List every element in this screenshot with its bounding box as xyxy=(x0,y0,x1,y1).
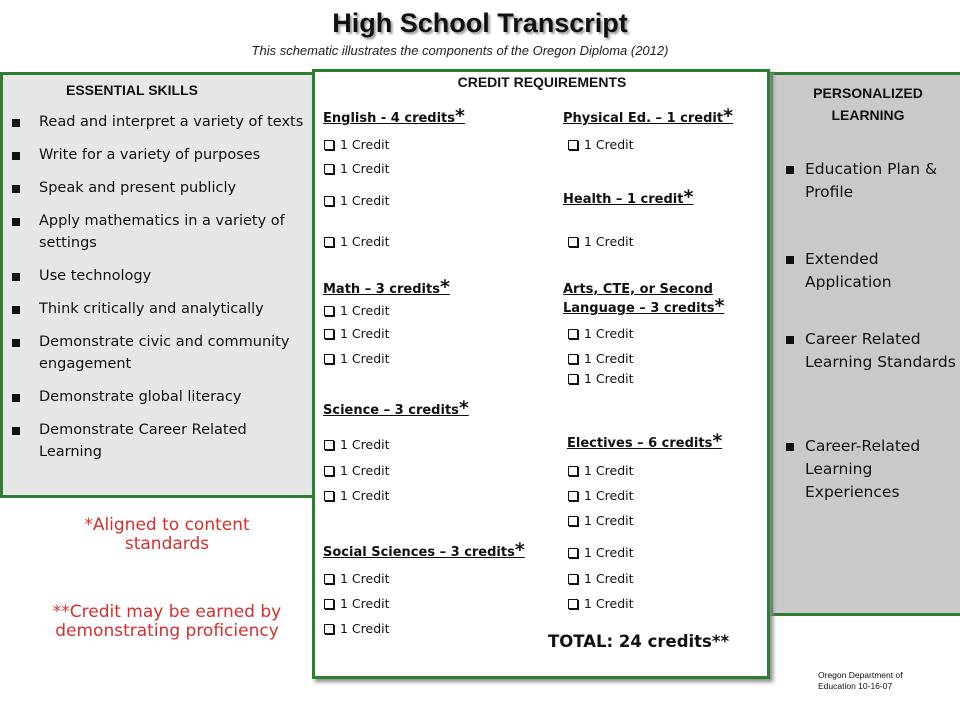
checkbox-icon xyxy=(324,440,334,450)
bullet-square-icon xyxy=(786,336,794,344)
skill-item: Think critically and analytically xyxy=(3,298,308,320)
checkbox-icon xyxy=(568,491,578,501)
skill-item: Apply mathematics in a variety of settings xyxy=(3,210,308,254)
checkbox-icon xyxy=(568,329,578,339)
page-title: High School Transcript xyxy=(332,8,628,38)
skill-item: Write for a variety of purposes xyxy=(3,144,308,166)
credit-checkbox[interactable]: 1 Credit xyxy=(568,545,634,560)
pl-item: Education Plan & Profile xyxy=(773,158,960,204)
bullet-square-icon xyxy=(786,256,794,264)
bullet-square-icon xyxy=(12,185,20,193)
credit-requirements-heading: CREDIT REQUIREMENTS xyxy=(457,74,627,90)
checkbox-icon xyxy=(568,374,578,384)
electives-heading: Electives – 6 credits* xyxy=(567,430,723,452)
credit-checkbox[interactable]: 1 Credit xyxy=(568,371,634,386)
skill-item: Speak and present publicly xyxy=(3,177,308,199)
skill-item: Read and interpret a variety of texts xyxy=(3,111,308,133)
credit-checkbox[interactable]: 1 Credit xyxy=(324,571,390,586)
credit-checkbox[interactable]: 1 Credit xyxy=(324,621,390,636)
skill-item: Demonstrate global literacy xyxy=(3,386,308,408)
proficiency-note: **Credit may be earned by demonstrating proficiency xyxy=(52,602,282,641)
essential-skills-heading: ESSENTIAL SKILLS xyxy=(66,82,198,98)
pl-item: Career Related Learning Standards xyxy=(773,328,960,374)
credit-checkbox[interactable]: 1 Credit xyxy=(568,137,634,152)
checkbox-icon xyxy=(568,354,578,364)
arts-cte-heading-line1: Arts, CTE, or Second xyxy=(563,282,713,297)
aligned-note: *Aligned to content standards xyxy=(84,515,250,554)
source-footnote: Oregon Department of Education 10-16-07 xyxy=(818,670,903,691)
checkbox-icon xyxy=(324,329,334,339)
math-heading: Math – 3 credits* xyxy=(323,276,450,298)
checkbox-icon xyxy=(324,491,334,501)
bullet-square-icon xyxy=(12,152,20,160)
checkbox-icon xyxy=(324,624,334,634)
credit-checkbox[interactable]: 1 Credit xyxy=(568,326,634,341)
bullet-square-icon xyxy=(12,394,20,402)
checkbox-icon xyxy=(324,196,334,206)
checkbox-icon xyxy=(568,237,578,247)
essential-skills-list xyxy=(3,111,308,474)
credit-checkbox[interactable]: 1 Credit xyxy=(324,351,390,366)
credit-checkbox[interactable]: 1 Credit xyxy=(324,234,390,249)
checkbox-icon xyxy=(568,548,578,558)
credit-checkbox[interactable]: 1 Credit xyxy=(568,351,634,366)
checkbox-icon xyxy=(324,574,334,584)
pl-item: Extended Application xyxy=(773,248,960,294)
checkbox-icon xyxy=(568,516,578,526)
credit-checkbox[interactable]: 1 Credit xyxy=(568,488,634,503)
credit-checkbox[interactable]: 1 Credit xyxy=(324,193,390,208)
credit-checkbox[interactable]: 1 Credit xyxy=(324,161,390,176)
credit-checkbox[interactable]: 1 Credit xyxy=(324,437,390,452)
essential-skills-panel xyxy=(0,72,318,498)
bullet-square-icon xyxy=(12,427,20,435)
checkbox-icon xyxy=(568,140,578,150)
credit-checkbox[interactable]: 1 Credit xyxy=(324,596,390,611)
page-subtitle: This schematic illustrates the components of the Oregon Diploma (2012) xyxy=(251,43,669,58)
checkbox-icon xyxy=(324,354,334,364)
checkbox-icon xyxy=(324,306,334,316)
bullet-square-icon xyxy=(12,306,20,314)
personalized-learning-panel xyxy=(770,72,960,616)
checkbox-icon xyxy=(568,574,578,584)
credit-checkbox[interactable]: 1 Credit xyxy=(324,303,390,318)
english-heading: English - 4 credits* xyxy=(323,105,465,127)
skill-item: Demonstrate Career Related Learning xyxy=(3,419,308,463)
bullet-square-icon xyxy=(12,218,20,226)
pl-item: Career-Related Learning Experiences xyxy=(773,435,960,504)
bullet-square-icon xyxy=(12,119,20,127)
bullet-square-icon xyxy=(12,339,20,347)
checkbox-icon xyxy=(568,466,578,476)
credit-checkbox[interactable]: 1 Credit xyxy=(568,596,634,611)
health-heading: Health – 1 credit* xyxy=(563,186,694,208)
checkbox-icon xyxy=(324,599,334,609)
skill-item: Use technology xyxy=(3,265,308,287)
arts-cte-heading-line2: Language – 3 credits* xyxy=(563,295,725,317)
credit-checkbox[interactable]: 1 Credit xyxy=(324,137,390,152)
skill-item: Demonstrate civic and community engagement xyxy=(3,331,308,375)
bullet-square-icon xyxy=(786,166,794,174)
checkbox-icon xyxy=(324,237,334,247)
personalized-learning-heading: PERSONALIZED LEARNING xyxy=(813,85,923,123)
science-heading: Science – 3 credits* xyxy=(323,397,469,419)
checkbox-icon xyxy=(324,164,334,174)
checkbox-icon xyxy=(324,140,334,150)
credit-checkbox[interactable]: 1 Credit xyxy=(568,234,634,249)
credit-checkbox[interactable]: 1 Credit xyxy=(324,326,390,341)
credit-checkbox[interactable]: 1 Credit xyxy=(568,571,634,586)
checkbox-icon xyxy=(568,599,578,609)
social-sciences-heading: Social Sciences – 3 credits* xyxy=(323,539,525,561)
credit-checkbox[interactable]: 1 Credit xyxy=(324,488,390,503)
total-credits: TOTAL: 24 credits** xyxy=(548,632,730,651)
credit-checkbox[interactable]: 1 Credit xyxy=(568,463,634,478)
physical-ed-heading: Physical Ed. – 1 credit* xyxy=(563,105,734,127)
credit-checkbox[interactable]: 1 Credit xyxy=(324,463,390,478)
bullet-square-icon xyxy=(786,443,794,451)
checkbox-icon xyxy=(324,466,334,476)
credit-checkbox[interactable]: 1 Credit xyxy=(568,513,634,528)
bullet-square-icon xyxy=(12,273,20,281)
